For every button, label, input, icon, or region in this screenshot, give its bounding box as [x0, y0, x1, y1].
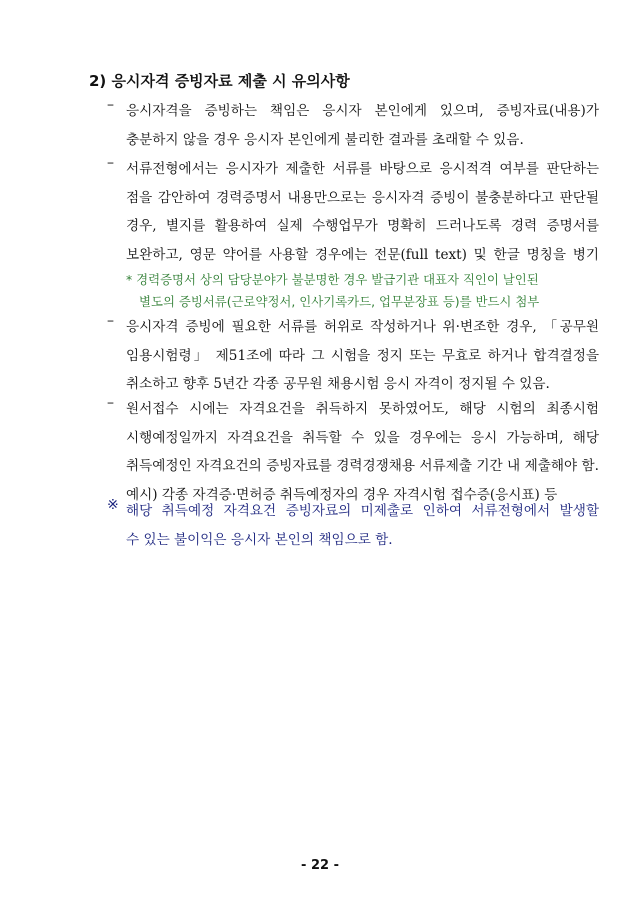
bullet-line: 임용시험령」 제51조에 따라 그 시험을 정지 또는 무효로 하거나 합격결정을 [126, 347, 599, 364]
bullet-marker: – [107, 97, 114, 113]
bullet-line: 취득예정인 자격요건의 증빙자료를 경력경쟁채용 서류제출 기간 내 제출해야 함. [126, 458, 599, 475]
bullet-line: 점을 감안하여 경력증명서 내용만으로는 응시자격 증빙이 불충분하다고 판단될 [126, 189, 599, 206]
bullet-line: 경우, 별지를 활용하여 실제 수행업무가 명확히 드러나도록 경력 증명서를 [126, 218, 599, 235]
bullet-line: 예시) 각종 자격증·면허증 취득예정자의 경우 자격시험 접수증(응시표) 등 [126, 486, 558, 503]
bullet-line: 서류전형에서는 응시자가 제출한 서류를 바탕으로 응시적격 여부를 판단하는 [126, 161, 599, 177]
notice-marker: ※ [107, 497, 119, 513]
bullet-item-2 [107, 155, 599, 313]
green-note-line: 별도의 증빙서류(근로약정서, 인사기록카드, 업무분장표 등)를 반드시 첨부 [139, 294, 540, 310]
bullet-line: 충분하지 않을 경우 응시자 본인에게 불리한 결과를 초래할 수 있음. [126, 131, 524, 148]
bullet-marker: – [107, 155, 114, 171]
bullet-marker: – [107, 313, 114, 329]
bullet-item-4 [107, 395, 599, 509]
bullet-item-3 [107, 313, 599, 399]
bullet-line: 보완하고, 영문 약어를 사용할 경우에는 전문(full text) 및 한글 명칭을 병기 [126, 246, 599, 263]
notice-item [107, 497, 599, 554]
bullet-line: 원서접수 시에는 자격요건을 취득하지 못하였어도, 해당 시험의 최종시험 [126, 401, 599, 417]
section-heading: 2) 응시자격 증빙자료 제출 시 유의사항 [89, 72, 350, 90]
bullet-line: 응시자격 증빙에 필요한 서류를 허위로 작성하거나 위·변조한 경우, 「공무원 [126, 319, 599, 335]
bullet-line: 취소하고 향후 5년간 각종 공무원 채용시험 응시 자격이 정지될 수 있음. [126, 376, 550, 393]
notice-line: 해당 취득예정 자격요건 증빙자료의 미제출로 인하여 서류전형에서 발생할 [126, 503, 599, 519]
page-number: - 22 - [301, 858, 339, 873]
green-note-line: * 경력증명서 상의 담당분야가 불분명한 경우 발급기관 대표자 직인이 날인된 [126, 272, 539, 288]
notice-line: 수 있는 불이익은 응시자 본인의 책임으로 함. [126, 531, 393, 548]
bullet-line: 응시자격을 증빙하는 책임은 응시자 본인에게 있으며, 증빙자료(내용)가 [126, 103, 599, 119]
bullet-marker: – [107, 395, 114, 411]
bullet-item-1 [107, 97, 599, 154]
bullet-line: 시행예정일까지 자격요건을 취득할 수 있을 경우에는 응시 가능하며, 해당 [126, 429, 599, 446]
